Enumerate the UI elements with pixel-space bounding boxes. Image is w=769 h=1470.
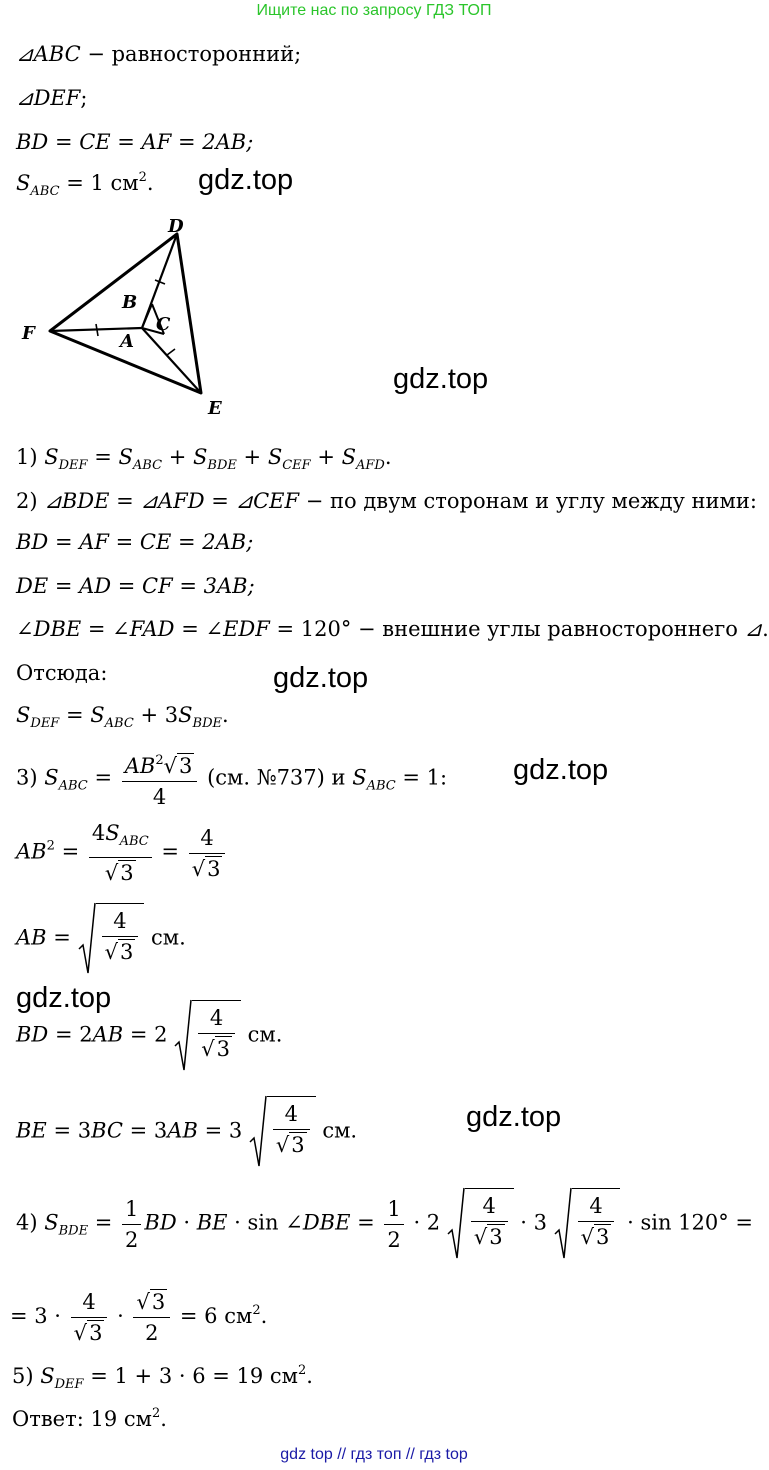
label-d: D (168, 216, 184, 237)
watermark: gdz.top (466, 1101, 562, 1133)
angles-line: ∠DBE = ∠FAD = ∠EDF = 120° − внешние углы равностороннего ⊿. (16, 617, 769, 641)
banner[interactable]: Ищите нас по запросу ГДЗ ТОП (256, 2, 492, 19)
label-a: A (120, 331, 134, 352)
given-line-3: BD = CE = AF = 2AB; (16, 130, 254, 154)
eq-sdef: $S_{DEF} = S_{ABC} + 3S_{BDE}$. (16, 703, 229, 731)
otsyuda: Отсюда: (16, 661, 108, 685)
eq-bd-value: BD = 2AB = 2 $\frac{4}{√3}$ см. (16, 1000, 282, 1072)
label-c: C (156, 314, 171, 335)
watermark: gdz.top (393, 363, 489, 395)
triangle-figure (14, 212, 244, 422)
eq-ab2: $AB^2$ = $\frac{4S_{ABC}}{√3}$ = $\frac{4}{√3}$ (16, 818, 228, 888)
watermark: gdz.top (198, 164, 294, 196)
footer-links[interactable]: gdz top // гдз топ // гдз top (280, 1446, 468, 1463)
given-line-4: $S_{ABC} = 1$ $см^2$. (16, 170, 154, 199)
given-line-1: ⊿ABC − равносторонний; (16, 42, 302, 66)
eq-bd: BD = AF = CE = 2AB; (16, 530, 254, 554)
step-2: 2) ⊿BDE = ⊿AFD = ⊿CEF − по двум сторонам и углу между ними: (16, 489, 757, 513)
step-1: 1) $S_{DEF} = S_{ABC} + S_{BDE} + S_{CEF} + S_{AFD}$. (16, 445, 392, 473)
eq-step4-result: = 3 · $\frac{4}{√3}$ · $\frac{√3}{2}$ = 6 $см^2$. (10, 1287, 267, 1348)
label-e: E (208, 398, 222, 419)
label-b: B (122, 292, 138, 313)
eq-ab: AB = $\frac{4}{√3}$ см. (16, 903, 186, 975)
given-line-2: ⊿DEF; (16, 86, 88, 110)
step-5: 5) $S_{DEF} = 1 + 3 \cdot 6 = 19$ $см^2$. (12, 1363, 313, 1392)
answer: Ответ: 19 $см^2$. (12, 1406, 167, 1431)
watermark: gdz.top (273, 662, 369, 694)
step-3: 3) $S_{ABC}$ = $\frac{AB^2√3}{4}$ (см. №737) и $S_{ABC} = 1$: (16, 746, 447, 812)
watermark: gdz.top (16, 982, 112, 1014)
step-4: 4) $S_{BDE}$ = $\frac{1}{2}$ BD · BE · sin ∠DBE = $\frac{1}{2}$ · 2 $\frac{4}{√3}$ · 3 $\frac{4}{√3}$ · sin 120° = (16, 1188, 753, 1260)
watermark: gdz.top (513, 754, 609, 786)
eq-be-value: BE = 3BC = 3AB = 3 $\frac{4}{√3}$ см. (16, 1096, 357, 1168)
label-f: F (22, 323, 35, 344)
eq-de: DE = AD = CF = 3AB; (16, 574, 255, 598)
